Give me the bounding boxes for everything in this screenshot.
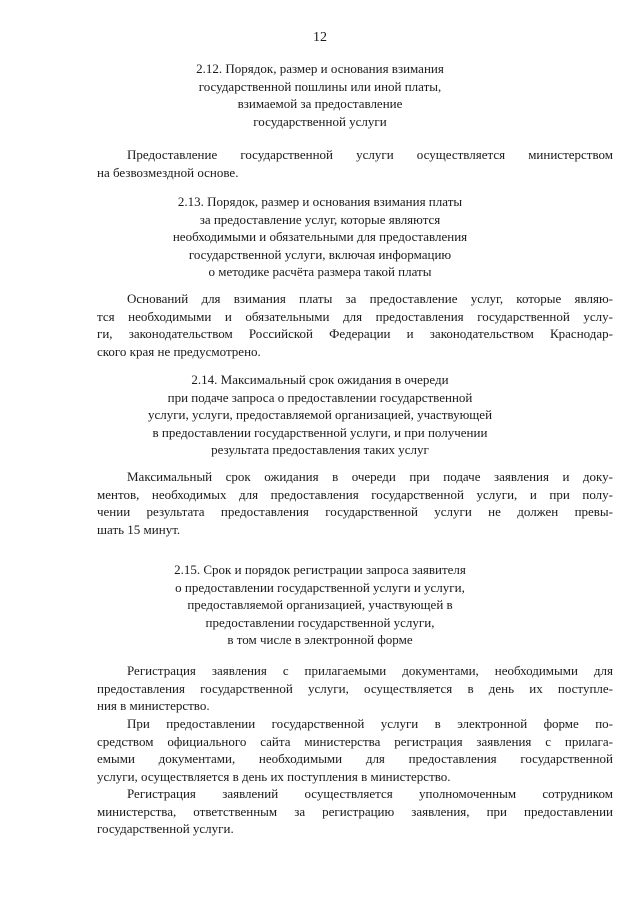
heading-line: в предоставлении государственной услуги, и при получении (152, 424, 488, 440)
paragraph-line: тся необходимыми и обязательными для предоставления государственной услу- (97, 308, 613, 324)
paragraph-line: услуги, осуществляется в день их поступления в министерство. (97, 768, 451, 784)
paragraph-line: Регистрация заявления с прилагаемыми документами, необходимыми для (127, 663, 613, 678)
heading-line: государственной услуги, включая информацию (188, 246, 452, 262)
paragraph-line: на безвозмездной основе. (97, 164, 239, 180)
paragraph-line: чении результата предоставления государственной услуги не должен превы- (97, 504, 613, 519)
heading-line: 2.15. Срок и порядок регистрации запроса заявителя (174, 562, 466, 577)
heading-line: предоставляемой организацией, участвующей в (187, 597, 453, 612)
paragraph-line: министерства, ответственным за регистрацию заявления, при предоставлении (97, 803, 613, 819)
paragraph-line: шать 15 минут. (97, 521, 181, 537)
heading-line: за предоставление услуг, которые являются (199, 211, 441, 227)
paragraph-line: предоставления государственной услуги, осуществляется в день их поступле- (97, 680, 613, 696)
section-2-14-paragraph (97, 468, 613, 538)
paragraph-line: Максимальный срок ожидания в очереди при подаче заявления и доку- (127, 469, 613, 484)
paragraph-line: средством официального сайта министерства регистрация заявления с прилага- (97, 733, 613, 749)
paragraph-line: Предоставление государственной услуги осуществляется министерством (127, 147, 613, 162)
heading-line: результата предоставления таких услуг (211, 442, 429, 457)
section-2-15-paragraph-1 (97, 662, 613, 715)
paragraph-line: Оснований для взимания платы за предоставление услуг, которые являю- (127, 291, 613, 306)
heading-line: государственной услуги (253, 113, 387, 129)
paragraph-line: емыми документами, необходимыми для предоставления государственной (97, 751, 613, 766)
paragraph-line: ментов, необходимых для предоставления государственной услуги, и при полу- (97, 486, 613, 502)
heading-line: 2.12. Порядок, размер и основания взимания (196, 61, 444, 76)
heading-line: 2.14. Максимальный срок ожидания в очереди (191, 372, 449, 387)
paragraph-line: ги, законодательством Российской Федерации и законодательством Краснодар- (97, 326, 613, 341)
heading-line: услуги, услуги, предоставляемой организацией, участвующей (147, 407, 493, 422)
heading-line: при подаче запроса о предоставлении государственной (167, 389, 473, 405)
section-2-12-heading (140, 60, 500, 130)
heading-line: взимаемой за предоставление (237, 96, 403, 111)
paragraph-line: ского края не предусмотрено. (97, 343, 261, 359)
section-2-15-paragraph-2 (97, 715, 613, 785)
paragraph-line: При предоставлении государственной услуги в электронной форме по- (127, 716, 613, 731)
section-2-13-paragraph (97, 290, 613, 360)
heading-line: государственной пошлины или иной платы, (198, 78, 442, 94)
section-2-14-heading (140, 371, 500, 459)
heading-line: необходимыми и обязательными для предоставления (172, 229, 468, 244)
section-2-15-paragraph-3 (97, 785, 613, 838)
section-2-12-paragraph (97, 146, 613, 181)
paragraph-line: государственной услуги. (97, 821, 234, 836)
paragraph-line: Регистрация заявлений осуществляется уполномоченным сотрудником (127, 786, 613, 801)
heading-line: в том числе в электронной форме (227, 632, 413, 647)
heading-line: о методике расчёта размера такой платы (208, 264, 432, 279)
paragraph-line: ния в министерство. (97, 698, 210, 713)
page-number: 12 (313, 30, 327, 45)
heading-line: 2.13. Порядок, размер и основания взимания платы (177, 194, 463, 209)
section-2-15-heading (140, 561, 500, 649)
section-2-13-heading (140, 193, 500, 281)
heading-line: предоставлении государственной услуги, (205, 614, 435, 630)
heading-line: о предоставлении государственной услуги и услуги, (175, 579, 465, 595)
